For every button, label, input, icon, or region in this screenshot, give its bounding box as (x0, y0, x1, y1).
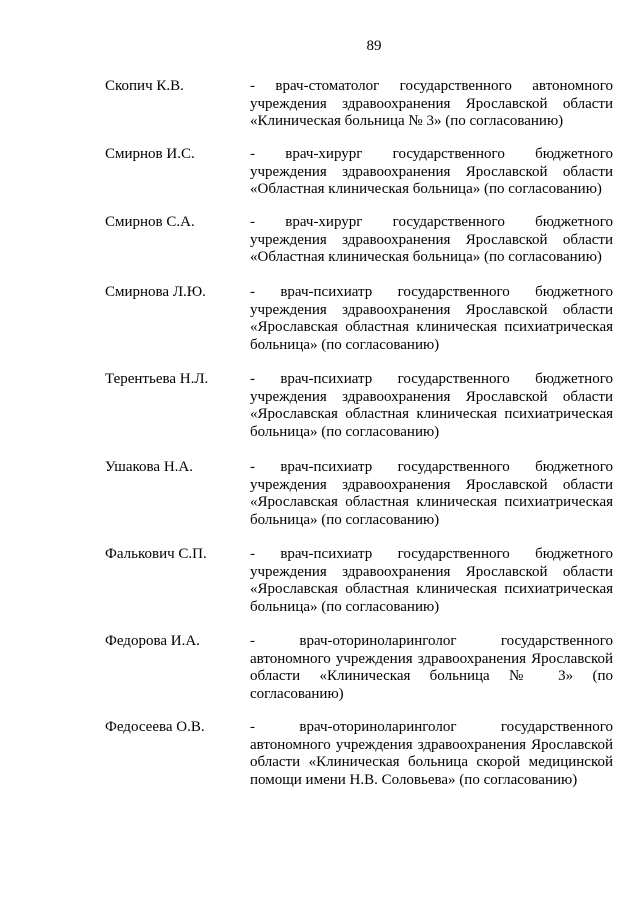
list-item (105, 459, 613, 529)
person-description: - врач-психиатр государственного бюджетного учреждения здравоохранения Ярославской области «Ярославская областная клиническая психиатрическая больница» (по согласованию) (250, 371, 613, 440)
page-number: 89 (366, 38, 382, 54)
list-item (105, 78, 613, 131)
person-description: - врач-хирург государственного бюджетного учреждения здравоохранения Ярославской области «Областная клиническая больница» (по согласованию) (250, 146, 613, 198)
list-item (105, 214, 613, 267)
person-name: Терентьева Н.Л. (105, 371, 209, 387)
person-name: Смирнов И.С. (105, 146, 195, 162)
list-item (105, 719, 613, 789)
person-name: Смирнова Л.Ю. (105, 284, 206, 300)
person-name: Скопич К.В. (105, 78, 184, 94)
person-description: - врач-стоматолог государственного автономного учреждения здравоохранения Ярославской области «Клиническая больница № 3» (по согласованию) (250, 78, 613, 130)
list-item (105, 546, 613, 616)
person-name: Ушакова Н.А. (105, 459, 193, 475)
person-name: Фалькович С.П. (105, 546, 207, 562)
person-name: Федорова И.А. (105, 633, 200, 649)
person-description: - врач-хирург государственного бюджетного учреждения здравоохранения Ярославской области «Областная клиническая больница» (по согласованию) (250, 214, 613, 266)
person-description: - врач-оториноларинголог государственного автономного учреждения здравоохранения Ярославской области «Клиническая больница № 3» (по согласованию) (250, 633, 613, 702)
person-name: Смирнов С.А. (105, 214, 195, 230)
person-description: - врач-психиатр государственного бюджетного учреждения здравоохранения Ярославской области «Ярославская областная клиническая психиатрическая больница» (по согласованию) (250, 284, 613, 353)
person-description: - врач-психиатр государственного бюджетного учреждения здравоохранения Ярославской области «Ярославская областная клиническая психиатрическая больница» (по согласованию) (250, 459, 613, 528)
person-description: - врач-оториноларинголог государственного автономного учреждения здравоохранения Ярославской области «Клиническая больница скорой медицинской помощи имени Н.В. Соловьева» (по согласованию) (250, 719, 613, 788)
person-name: Федосеева О.В. (105, 719, 205, 735)
list-item (105, 633, 613, 703)
list-item (105, 371, 613, 441)
person-description: - врач-психиатр государственного бюджетного учреждения здравоохранения Ярославской области «Ярославская областная клиническая психиатрическая больница» (по согласованию) (250, 546, 613, 615)
list-item (105, 284, 613, 354)
list-item (105, 146, 613, 199)
